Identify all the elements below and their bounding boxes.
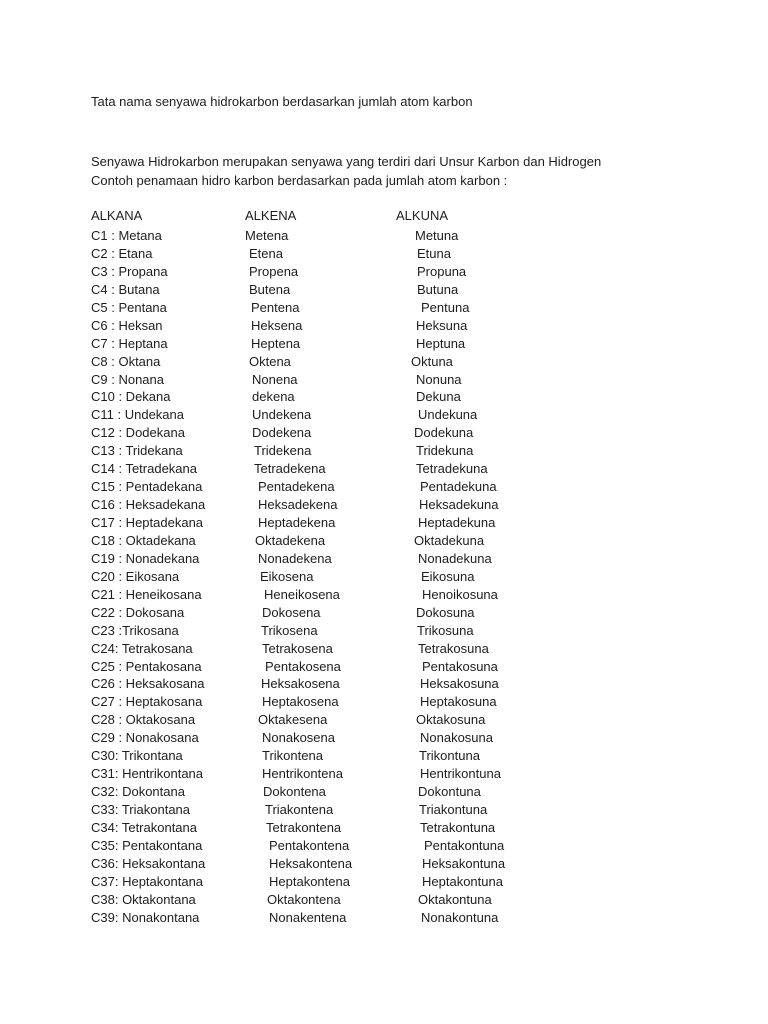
alkuna-name: Pentuna xyxy=(421,299,470,315)
alkana-name: C8 : Oktana xyxy=(91,353,161,369)
alkuna-name: Triakontuna xyxy=(419,802,488,817)
alkena-name: Oktakesena xyxy=(258,712,328,728)
alkuna-name: Heptuna xyxy=(416,335,466,351)
column-header-alkena: ALKENA xyxy=(245,208,297,223)
alkena-name: Eikosena xyxy=(260,568,314,584)
hydrocarbon-name-list xyxy=(0,227,768,927)
table-row xyxy=(0,406,768,424)
alkena-name: Tetrakontena xyxy=(266,819,342,835)
table-row xyxy=(0,335,768,353)
alkena-name: Propena xyxy=(249,263,299,279)
table-row xyxy=(0,424,768,442)
alkena-name: dekena xyxy=(252,389,295,405)
table-row xyxy=(0,658,768,676)
alkuna-name: Trikosuna xyxy=(417,622,474,638)
alkuna-name: Pentakontuna xyxy=(424,837,505,853)
alkana-name: C16 : Heksadekana xyxy=(91,497,206,513)
alkena-name: Nonakosena xyxy=(262,730,335,746)
alkana-name: C38: Oktakontana xyxy=(91,891,196,907)
alkana-name: C23 :Trikosana xyxy=(91,622,179,638)
alkuna-name: Pentakosuna xyxy=(422,658,498,674)
alkena-name: Pentakontena xyxy=(269,837,350,853)
alkena-name: Butena xyxy=(249,281,291,297)
table-row xyxy=(0,245,768,263)
alkuna-name: Dokosuna xyxy=(416,604,475,620)
table-row xyxy=(0,263,768,281)
alkuna-name: Nonakosuna xyxy=(420,730,493,746)
table-row xyxy=(0,299,768,317)
alkena-name: Trikosena xyxy=(261,622,318,638)
alkena-name: Dokosena xyxy=(262,604,321,620)
table-row xyxy=(0,550,768,568)
alkena-name: Nonakentena xyxy=(269,909,347,925)
alkena-name: Dokontena xyxy=(263,784,326,800)
alkena-name: Etena xyxy=(249,245,283,261)
table-row xyxy=(0,891,768,909)
alkana-name: C2 : Etana xyxy=(91,245,153,261)
alkena-name: Heksakontena xyxy=(269,855,353,871)
alkana-name: C29 : Nonakosana xyxy=(91,730,199,746)
table-row xyxy=(0,622,768,640)
alkana-name: C19 : Nonadekana xyxy=(91,550,200,566)
alkuna-name: Nonakontuna xyxy=(421,909,499,925)
alkuna-name: Dekuna xyxy=(416,389,461,405)
alkana-name: C13 : Tridekana xyxy=(91,443,183,459)
alkana-name: C1 : Metana xyxy=(91,228,162,243)
alkena-name: Heksakosena xyxy=(261,676,340,692)
table-row xyxy=(0,873,768,891)
alkana-name: C12 : Dodekana xyxy=(91,425,185,441)
alkana-name: C15 : Pentadekana xyxy=(91,479,203,495)
table-row xyxy=(0,532,768,550)
intro-line-definition: Senyawa Hidrokarbon merupakan senyawa yang terdiri dari Unsur Karbon dan Hidrogen xyxy=(91,154,602,169)
table-row xyxy=(0,783,768,801)
alkena-name: Oktadekena xyxy=(255,532,326,548)
table-row xyxy=(0,478,768,496)
alkena-name: Triakontena xyxy=(265,802,334,817)
table-row xyxy=(0,460,768,478)
alkana-name: C35: Pentakontana xyxy=(91,837,203,853)
alkuna-name: Hentrikontuna xyxy=(420,766,501,782)
alkuna-name: Oktadekuna xyxy=(414,532,485,548)
alkena-name: Oktakontena xyxy=(267,891,341,907)
alkuna-name: Dodekuna xyxy=(414,425,474,441)
alkuna-name: Tetradekuna xyxy=(416,461,488,477)
alkuna-name: Tetrakontuna xyxy=(420,819,496,835)
alkuna-name: Eikosuna xyxy=(421,568,475,584)
alkana-name: C24: Tetrakosana xyxy=(91,640,193,656)
table-row xyxy=(0,353,768,371)
alkuna-name: Oktakosuna xyxy=(416,712,486,728)
alkuna-name: Oktakontuna xyxy=(418,891,492,907)
alkana-name: C7 : Heptana xyxy=(91,335,168,351)
table-row xyxy=(0,765,768,783)
alkana-name: C32: Dokontana xyxy=(91,784,185,800)
alkena-name: Oktena xyxy=(249,353,291,369)
table-row xyxy=(0,568,768,586)
table-row xyxy=(0,819,768,837)
alkuna-name: Heksuna xyxy=(416,317,468,333)
alkena-name: Heptadekena xyxy=(258,515,336,530)
alkana-name: C11 : Undekana xyxy=(91,407,184,423)
alkena-name: Nonena xyxy=(252,371,298,387)
table-row xyxy=(0,496,768,514)
table-row xyxy=(0,442,768,460)
alkuna-name: Tetrakosuna xyxy=(418,640,489,656)
alkena-name: Pentakosena xyxy=(265,658,341,674)
alkana-name: C27 : Heptakosana xyxy=(91,694,203,710)
table-row xyxy=(0,227,768,245)
alkuna-name: Trikontuna xyxy=(419,748,480,764)
table-row xyxy=(0,855,768,873)
table-row xyxy=(0,604,768,622)
table-row xyxy=(0,747,768,765)
alkena-name: Heksena xyxy=(251,317,303,333)
column-header-alkana: ALKANA xyxy=(91,208,143,223)
alkena-name: Hentrikontena xyxy=(262,766,343,782)
table-row xyxy=(0,514,768,532)
alkuna-name: Heksakontuna xyxy=(422,855,506,871)
alkuna-name: Heptadekuna xyxy=(418,515,496,530)
alkena-name: Heptakontena xyxy=(269,873,350,889)
alkuna-name: Heksakosuna xyxy=(420,676,499,692)
table-row xyxy=(0,693,768,711)
alkena-name: Nonadekena xyxy=(258,550,332,566)
alkuna-name: Metuna xyxy=(415,228,459,243)
alkana-name: C18 : Oktadekana xyxy=(91,532,196,548)
alkuna-name: Heptakontuna xyxy=(422,873,503,889)
table-row xyxy=(0,837,768,855)
alkena-name: Trikontena xyxy=(262,748,323,764)
alkena-name: Undekena xyxy=(252,407,312,423)
alkana-name: C36: Heksakontana xyxy=(91,855,206,871)
table-row xyxy=(0,388,768,406)
alkuna-name: Pentadekuna xyxy=(420,479,497,495)
table-row xyxy=(0,640,768,658)
alkuna-name: Nonuna xyxy=(416,371,462,387)
alkana-name: C39: Nonakontana xyxy=(91,909,200,925)
alkena-name: Heptakosena xyxy=(262,694,339,710)
alkuna-name: Heksadekuna xyxy=(419,497,499,513)
alkana-name: C25 : Pentakosana xyxy=(91,658,202,674)
alkena-name: Pentadekena xyxy=(258,479,335,495)
alkuna-name: Butuna xyxy=(417,281,459,297)
alkuna-name: Henoikosuna xyxy=(422,586,498,602)
alkana-name: C37: Heptakontana xyxy=(91,873,204,889)
alkuna-name: Oktuna xyxy=(411,353,453,369)
alkana-name: C22 : Dokosana xyxy=(91,604,185,620)
alkena-name: Heksadekena xyxy=(258,497,338,513)
alkana-name: C17 : Heptadekana xyxy=(91,515,204,530)
alkana-name: C4 : Butana xyxy=(91,281,160,297)
alkuna-name: Undekuna xyxy=(418,407,478,423)
alkuna-name: Heptakosuna xyxy=(420,694,497,710)
alkana-name: C20 : Eikosana xyxy=(91,568,180,584)
alkana-name: C3 : Propana xyxy=(91,263,168,279)
alkana-name: C34: Tetrakontana xyxy=(91,819,197,835)
alkana-name: C33: Triakontana xyxy=(91,802,191,817)
alkena-name: Pentena xyxy=(251,299,300,315)
alkana-name: C28 : Oktakosana xyxy=(91,712,196,728)
alkuna-name: Nonadekuna xyxy=(418,550,492,566)
table-row xyxy=(0,586,768,604)
alkuna-name: Propuna xyxy=(417,263,467,279)
table-row xyxy=(0,909,768,927)
alkana-name: C14 : Tetradekana xyxy=(91,461,197,477)
table-row xyxy=(0,729,768,747)
alkena-name: Heptena xyxy=(251,335,301,351)
alkana-name: C31: Hentrikontana xyxy=(91,766,204,782)
alkuna-name: Tridekuna xyxy=(416,443,474,459)
alkana-name: C30: Trikontana xyxy=(91,748,183,764)
alkana-name: C21 : Heneikosana xyxy=(91,586,202,602)
alkana-name: C9 : Nonana xyxy=(91,371,164,387)
column-header-alkuna: ALKUNA xyxy=(396,208,449,223)
table-row xyxy=(0,371,768,389)
alkuna-name: Dokontuna xyxy=(418,784,481,800)
table-row xyxy=(0,801,768,819)
document-title: Tata nama senyawa hidrokarbon berdasarkan jumlah atom karbon xyxy=(91,94,473,109)
alkana-name: C10 : Dekana xyxy=(91,389,171,405)
alkena-name: Tridekena xyxy=(254,443,312,459)
alkuna-name: Etuna xyxy=(417,245,451,261)
table-row xyxy=(0,281,768,299)
table-row xyxy=(0,711,768,729)
alkena-name: Heneikosena xyxy=(264,586,340,602)
alkena-name: Metena xyxy=(245,228,289,243)
alkana-name: C5 : Pentana xyxy=(91,299,167,315)
alkena-name: Tetrakosena xyxy=(262,640,333,656)
alkana-name: C6 : Heksan xyxy=(91,317,163,333)
alkana-name: C26 : Heksakosana xyxy=(91,676,205,692)
alkena-name: Dodekena xyxy=(252,425,312,441)
intro-line-example: Contoh penamaan hidro karbon berdasarkan pada jumlah atom karbon : xyxy=(91,173,508,188)
table-row xyxy=(0,675,768,693)
alkena-name: Tetradekena xyxy=(254,461,326,477)
table-row xyxy=(0,317,768,335)
